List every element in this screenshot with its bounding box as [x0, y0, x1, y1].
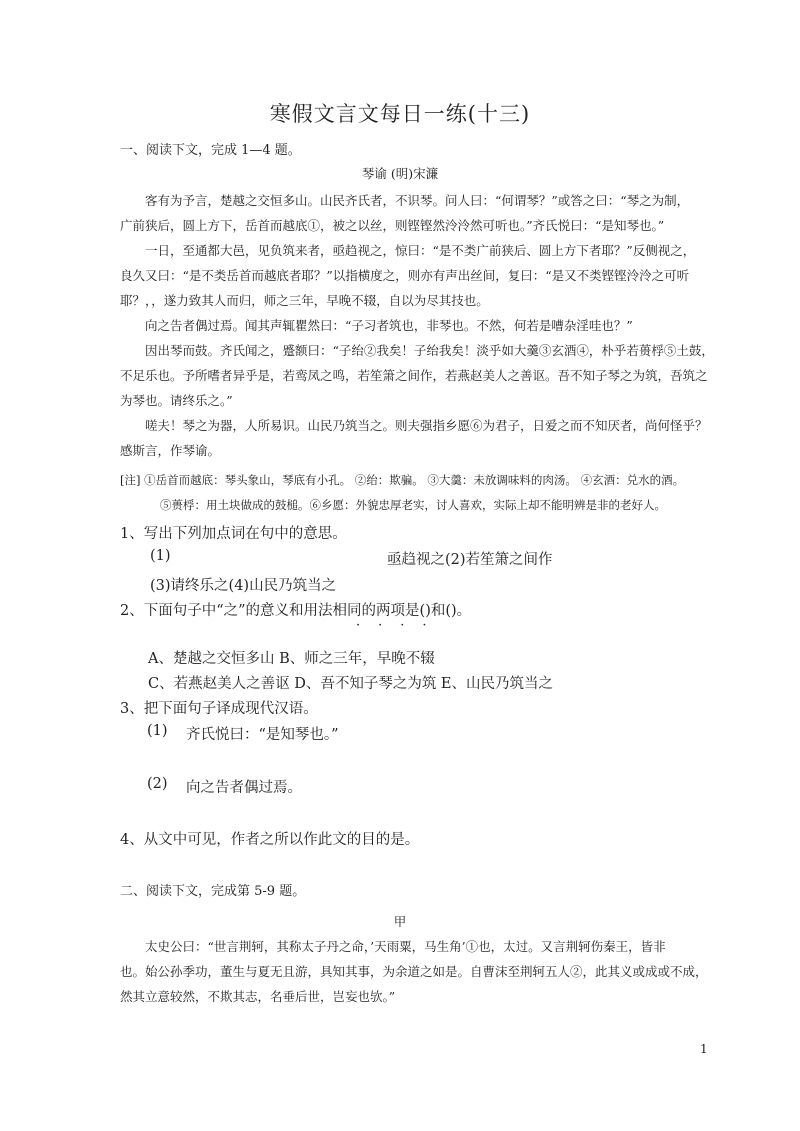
paragraph-4: [120, 338, 714, 413]
question-3-sentence-2: 向之告者偶过焉。: [186, 780, 302, 796]
question-2-options-1: A、楚越之交恒多山 B、师之三年，早晚不辍: [148, 651, 435, 667]
paragraph-line: 为琴也。请终乐之。”: [120, 393, 233, 408]
page-title: 寒假文言文每日一练(十三): [269, 102, 531, 126]
paragraph-line: 广前狭后，圆上方下，岳首而越底①，被之以丝，则铿铿然泠泠然可听也。”齐氏悦曰：“是知琴也。”: [120, 218, 665, 233]
paragraph-line: 也。始公孙季功，董生与夏无且游，具知其事，为余道之如是。自曹沫至荆轲五人②，此其义或成或不成，: [120, 964, 708, 979]
article-title: 琴谕 (明)宋濂: [361, 166, 439, 181]
paragraph-line: 然其立意较然，不欺其志，名垂后世，岂妄也欤。”: [120, 989, 396, 1004]
section2-heading: 二、阅读下文，完成第 5-9 题。: [120, 884, 306, 899]
question-1-item-1-text: 亟趋视之(2)若笙箫之间作: [387, 552, 553, 568]
emphasis-dots: ····: [356, 618, 445, 633]
paragraph-3: [120, 313, 680, 338]
question-3-number-1: (1): [147, 723, 168, 739]
paragraph-5: [120, 413, 708, 463]
paragraph-line: 感斯言，作琴谕。: [120, 443, 221, 458]
paragraph-line: 不足乐也。予所嗜者异乎是，若鸾凤之鸣，若笙箫之间作，若燕赵美人之善讴。吾不知子琴之为筑，吾筑之: [120, 368, 708, 383]
note-line-2: ⑤蒉桴：用土块做成的鼓槌。⑥乡愿：外貌忠厚老实，讨人喜欢，实际上却不能明辨是非的老好人。: [160, 498, 666, 512]
paragraph-line: 一日，至通都大邑，见负筑来者，亟趋视之，惊曰：“是不类广前狭后、圆上方下者耶？”反侧视之，: [145, 243, 696, 258]
paragraph-line: 向之告者偶过焉。闻其声辄瞿然曰：“子习者筑也，非琴也。不然，何若是嘈杂淫哇也？”: [145, 318, 633, 333]
question-4: 4、从文中可见，作者之所以作此文的目的是。: [120, 832, 420, 848]
question-3-number-2: (2): [147, 776, 168, 792]
section2-subtitle: 甲: [393, 914, 407, 929]
paragraph-line: 客有为予言，楚越之交恒多山。山民齐氏者，不识琴。问人曰：“何谓琴？”或答之曰：“琴之为制，: [145, 193, 690, 208]
question-3: 3、把下面句子译成现代汉语。: [120, 701, 318, 717]
paragraph-2: [120, 238, 696, 313]
question-1-item-1: (1): [150, 548, 171, 564]
section1-heading: 一、阅读下文，完成 1—4 题。: [120, 143, 301, 158]
page-number: 1: [700, 1042, 708, 1056]
paragraph-line: 耶？，，遂力致其人而归，师之三年，早晚不辍，自以为尽其技也。: [120, 293, 489, 308]
question-2: 2、下面句子中“之”的意义和用法相同的两项是()和()。: [120, 603, 472, 619]
question-1-item-2: (3)请终乐之(4)山民乃筑当之: [150, 578, 337, 594]
question-1: 1、写出下列加点词在句中的意思。: [120, 526, 347, 542]
section2-paragraph: [120, 934, 708, 1009]
paragraph-line: 因出琴而鼓。齐氏闻之，蹙额曰：“子绐②我矣！子绐我矣！淡乎如大羹③玄酒④，朴乎若蒉桴⑤土鼓，: [145, 343, 714, 358]
question-3-sentence-1: 齐氏悦曰：“是知琴也。”: [186, 727, 339, 743]
note-line-1: [注] ①岳首而越底：琴头象山，琴底有小孔。 ②绐：欺骗。 ③大羹：未放调味料的肉汤。 ④玄酒：兑水的酒。: [120, 473, 685, 487]
paragraph-1: [120, 188, 690, 238]
paragraph-line: 太史公曰：“世言荆轲，其称太子丹之命，’天雨粟，马生角’①也，太过。又言荆轲伤秦王，皆非: [145, 939, 666, 954]
question-2-options-2: C、若燕赵美人之善讴 D、吾不知子琴之为筑 E、山民乃筑当之: [148, 676, 554, 692]
paragraph-line: 良久又曰：“是不类岳首而越底者耶？”以指横度之，则亦有声出丝间，复曰：“是又不类铿铿泠泠之可听: [120, 268, 690, 283]
paragraph-line: 嗟夫！琴之为器，人所易识。山民乃筑当之。则夫强指乡愿⑥为君子，日爱之而不知厌者，尚何怪乎？: [145, 418, 708, 433]
